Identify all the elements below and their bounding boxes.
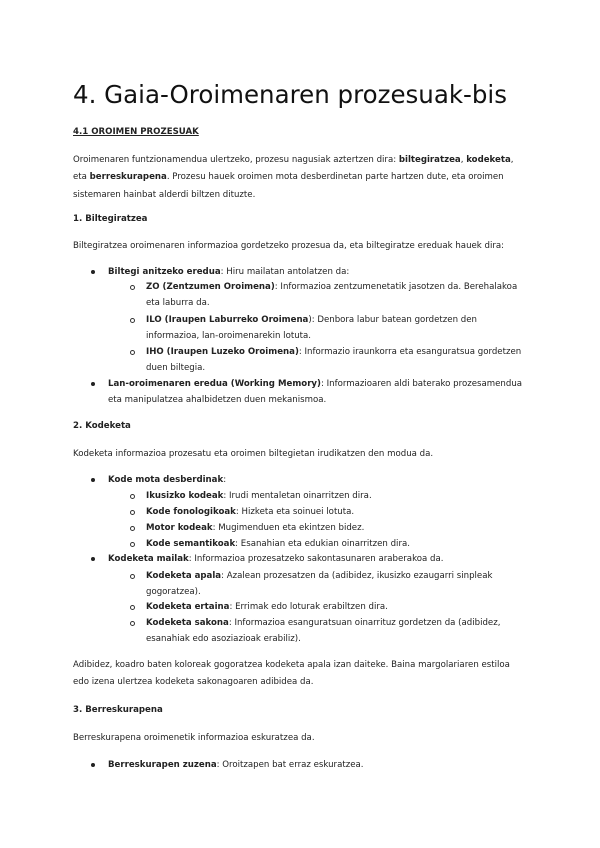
section-heading: 4.1 OROIMEN PROZESUAK [73,127,199,137]
bullet-icon [91,478,95,482]
sub-bullet-icon [130,526,135,531]
example-paragraph: Adibidez, koadro baten koloreak gogoratzea kodeketa apala izan daiteke. Baina margolariaren estiloa edo izena ulertzea kodeketa sakonagoaren adibidea da. [73,660,510,688]
bullet-icon [91,763,95,767]
intro-paragraph [73,152,543,204]
list-item: Biltegi anitzeko eredua: Hiru mailatan antolatzen da: [108,267,350,277]
sub-bullet-icon [130,510,135,515]
section-3-paragraph: Berreskurapena oroimenetik informazioa eskuratzea da. [73,733,315,743]
list-item: Kode semantikoak: Esanahian eta edukian oinarritzen dira. [146,539,410,549]
list-item: Berreskurapen zuzena: Oroitzapen bat erraz eskuratzea. [108,760,364,770]
sub-bullet-icon [130,318,135,323]
section-1-paragraph: Biltegiratzea oroimenaren informazioa gordetzeko prozesua da, eta biltegiratze ereduak hauek dira: [73,241,505,251]
list-item: Kode mota desberdinak: [108,475,227,485]
section-3-heading: 3. Berreskurapena [73,705,163,715]
list-item: Motor kodeak: Mugimenduen eta ekintzen bidez. [146,523,365,533]
bullet-icon [91,557,95,561]
sub-bullet-icon [130,542,135,547]
intro-line-3: sistemaren hainbat alderdi biltzen dituzte. [73,189,256,200]
list-item: ILO (Iraupen Laburreko Oroimena): Denbora labur batean gordetzen den informazioa, lan-oroimenarekin lotuta. [146,315,477,342]
list-item: Kode fonologikoak: Hizketa eta soinuei lotuta. [146,507,355,517]
bullet-icon [91,270,95,274]
list-item: Kodeketa apala: Azalean prozesatzen da (adibidez, ikusizko ezaugarri sinpleak gogoratzea). [146,571,493,598]
sub-bullet-icon [130,350,135,355]
list-item: ZO (Zentzumen Oroimena): Informazioa zentzumenetatik jasotzen da. Berehalakoa eta laburra da. [146,282,518,309]
sub-bullet-icon [130,621,135,626]
list-item: Kodeketa mailak: Informazioa prozesatzeko sakontasunaren araberakoa da. [108,554,444,564]
page-title: 4. Gaia-Oroimenaren prozesuak-bis [73,80,507,109]
list-item: Lan-oroimenaren eredua (Working Memory): Informazioaren aldi baterako prozesamendua eta manipulatzea ahalbidetzen duen mekanismoa. [108,379,523,406]
section-1-heading: 1. Biltegiratzea [73,214,148,224]
list-item: Kodeketa ertaina: Errimak edo loturak erabiltzen dira. [146,602,388,612]
intro-line-2: eta berreskurapena. Prozesu hauek oroimen mota desberdinetan parte hartzen dute, eta oroimen [73,172,504,183]
list-item: IHO (Iraupen Luzeko Oroimena): Informazio iraunkorra eta esanguratsua gordetzen duen biltegia. [146,347,522,374]
bullet-icon [91,382,95,386]
list-item: Kodeketa sakona: Informazioa esanguratsuan oinarrituz gordetzen da (adibidez, esanahiak edo asoziazioak erabiliz). [146,618,501,645]
sub-bullet-icon [130,574,135,579]
sub-bullet-icon [130,494,135,499]
list-item: Ikusizko kodeak: Irudi mentaletan oinarritzen dira. [146,491,372,501]
section-2-paragraph: Kodeketa informazioa prozesatu eta oroimen biltegietan irudikatzen den modua da. [73,449,434,459]
sub-bullet-icon [130,605,135,610]
sub-bullet-icon [130,285,135,290]
section-2-heading: 2. Kodeketa [73,421,131,431]
intro-line-1: Oroimenaren funtzionamendua ulertzeko, prozesu nagusiak aztertzen dira: biltegiratzea, kodeketa, [73,155,514,165]
